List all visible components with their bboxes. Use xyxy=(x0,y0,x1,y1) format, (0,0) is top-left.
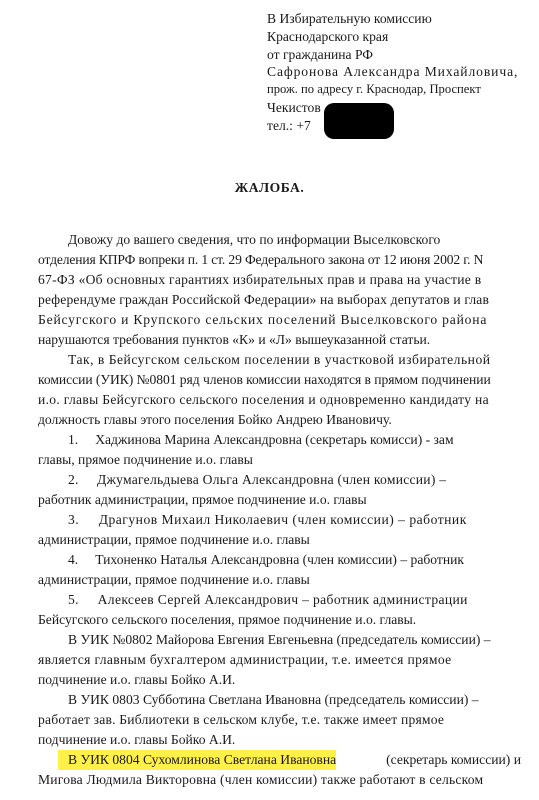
body-line: является главным бухгалтером администрации, т.е. имеется прямое xyxy=(38,652,452,667)
body-line: подчинение и.о. главы Бойко А.И. xyxy=(38,732,236,747)
body-line: Так, в Бейсугском сельском поселении в участковой избирательной xyxy=(68,352,491,367)
list-item-cont: главы, прямое подчинение и.о. главы xyxy=(38,452,253,467)
list-item-cont: работник администрации, прямое подчинение и.о. главы xyxy=(38,492,367,507)
addressee-line: от гражданина РФ xyxy=(267,46,374,62)
list-item-cont: администрации, прямое подчинение и.о. главы xyxy=(38,572,310,587)
body-line: подчинение и.о. главы Бойко А.И. xyxy=(38,672,236,687)
document-title: ЖАЛОБА. xyxy=(234,180,305,195)
body-line: комиссии (УИК) №0801 ряд членов комиссии находятся в прямом подчинении xyxy=(38,372,491,387)
redaction-mark xyxy=(324,103,394,139)
list-item: 3. Драгунов Михаил Николаевич (член комиссии) – работник xyxy=(68,512,467,527)
highlighted-text: В УИК 0804 Сухомлинова Светлана Ивановна xyxy=(58,750,336,770)
sender-phone: тел.: +7 xyxy=(267,117,311,133)
body-line: 67-ФЗ «Об основных гарантиях избирательных прав и права на участие в xyxy=(38,272,482,287)
body-line: и.о. главы Бейсугского сельского поселения и одновременно кандидату на xyxy=(38,392,489,407)
body-line: должность главы этого поселения Бойко Андрею Ивановичу. xyxy=(38,412,392,427)
list-item: 1. Хаджинова Марина Александровна (секретарь комисси) - зам xyxy=(68,432,454,447)
body-line: Довожу до вашего сведения, что по информации Выселковского xyxy=(68,232,441,247)
sender-address: прож. по адресу г. Краснодар, Проспект xyxy=(267,82,481,97)
body-line: нарушаются требования пунктов «К» и «Л» вышеуказанной статьи. xyxy=(38,332,431,347)
addressee-line: В Избирательную комиссию xyxy=(267,11,432,26)
body-line: В УИК №0802 Майорова Евгения Евгеньевна (председатель комиссии) – xyxy=(68,632,491,647)
body-line: В УИК 0803 Субботина Светлана Ивановна (председатель комиссии) – xyxy=(68,692,479,707)
list-item: 5. Алексеев Сергей Александрович – работник администрации xyxy=(68,592,468,607)
body-line: референдуме граждан Российской Федерации» на выборах депутатов и глав xyxy=(38,292,490,307)
list-item-cont: Бейсугского сельского поселения, прямое подчинение и.о. главы. xyxy=(38,612,417,627)
sender-name: Сафронова Александра Михайловича, xyxy=(267,64,519,80)
body-line-rest: (секретарь комиссии) и xyxy=(386,752,521,767)
list-item-cont: администрации, прямое подчинение и.о. главы xyxy=(38,532,310,547)
body-line: Бейсугского и Крупского сельских поселений Выселковского района xyxy=(38,312,488,327)
sender-address-cont: Чекистов xyxy=(267,99,321,115)
list-item: 4. Тихоненко Наталья Александровна (член комиссии) – работник xyxy=(68,552,465,567)
body-line: отделения КПРФ вопреки п. 1 ст. 29 Федерального закона от 12 июня 2002 г. N xyxy=(38,252,484,267)
body-line: Мигова Людмила Викторовна (член комиссии) также работают в сельском xyxy=(38,772,484,787)
addressee-line: Краснодарского края xyxy=(267,28,389,44)
body-line: работает зав. Библиотеки в сельском клубе, т.е. также имеет прямое xyxy=(38,712,445,727)
addressee-block xyxy=(267,10,525,135)
body-line xyxy=(38,750,521,770)
list-item: 2. Джумагельдыева Ольга Александровна (член комиссии) – xyxy=(68,472,447,487)
